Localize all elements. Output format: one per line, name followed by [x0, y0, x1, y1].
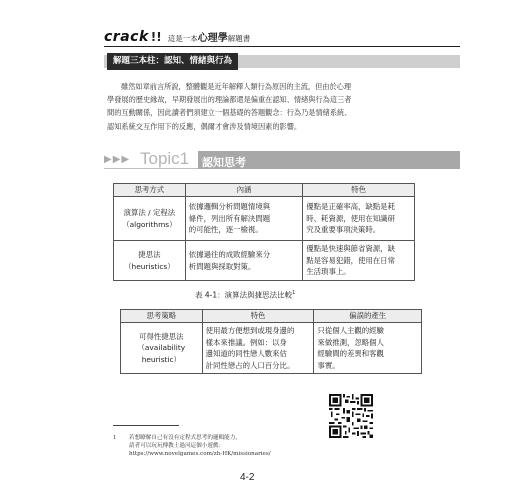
table-header-cell: 偏誤的產生 [314, 310, 422, 323]
table-header-row [121, 310, 422, 323]
intro-paragraph [107, 80, 457, 133]
table-header-cell: 特色 [202, 310, 314, 323]
feature-cell: 優點是快速與節省資源，缺 點是容易犯錯，使用在日常 生活瑣事上。 [303, 241, 415, 281]
table-header-cell: 特色 [303, 184, 415, 197]
triple-arrow-icon: ▶▶▶ [104, 154, 131, 165]
intro-line: 學發展的歷史緣故，早期發展出的理論都還是偏重在認知、情緒與行為這三者 [107, 95, 352, 105]
table-header-row [114, 184, 415, 197]
footnote-line: 請者可以玩玩傳教士過河這個小遊戲： [129, 443, 225, 449]
bias-cell: 只從個人主觀的經驗 來做推測，忽略個人 經驗間的差異和客觀 事實。 [314, 323, 422, 374]
book-tagline: 這是一本心理學解題書 [167, 33, 251, 44]
method-cell: 演算法 / 定程法 （algorithms） [114, 197, 186, 241]
table-row [121, 323, 422, 374]
table-row [114, 197, 415, 241]
comparison-table [113, 183, 415, 281]
logo-exclamation: !! [150, 30, 162, 44]
book-header [104, 28, 250, 44]
table-header-cell: 思考方式 [114, 184, 186, 197]
footnote-link[interactable]: https://www.novelgames.com/zh-HK/missionaries/ [129, 451, 271, 457]
section-heading: 解題三本柱：認知、情緒與行為 [107, 53, 238, 70]
content-cell: 依據邏輯分析問題情境與 條件，列出所有解決問題 的可能性，逐一檢視。 [185, 197, 302, 241]
intro-line: 認知系統交互作用下的反應，偶爾才會涉及情境因素的影響。 [107, 121, 302, 131]
footnote-number: 1 [113, 435, 117, 441]
table-header-cell: 內涵 [185, 184, 302, 197]
header-rule [104, 46, 460, 47]
table-row [114, 241, 415, 281]
topic-title-box [198, 151, 460, 169]
topic-label: Topic1 [140, 149, 190, 168]
strategy-table [120, 309, 422, 374]
footnote [113, 434, 271, 458]
footnote-line: 若想瞭解自己有沒有定程式思考的邏輯能力， [129, 435, 241, 441]
feature-cell: 優點是正確率高，缺點是耗 時、耗資源，使用在知識研 究及重要事項決策時。 [303, 197, 415, 241]
topic-title: 認知思考 [202, 156, 246, 169]
table-caption: 表 4-1：演算法與捷思法比較$^1$ [195, 290, 296, 300]
page-number: 4-2 [240, 472, 255, 483]
footnote-rule [113, 425, 179, 426]
qr-code-icon[interactable] [329, 394, 373, 438]
feature-cell: 使用最方便想到或現身邊的 樣本來推議。例如：以身 邊知道的同性戀人數來估 計同性戀占的人口百分比。 [202, 323, 314, 374]
strategy-cell: 可得性捷思法 （availability heuristic） [121, 323, 203, 374]
book-logo: crack [104, 29, 149, 45]
table-header-cell: 思考策略 [121, 310, 203, 323]
intro-line: 間的互動關係，因此讀者們須建立一個基礎的答題觀念：行為乃是情緒系統、 [107, 108, 352, 118]
method-cell: 捷思法 （heuristics） [114, 241, 186, 281]
intro-line: 雖然如章前言所說，整體觀是近年解釋人類行為原因的主流，但由於心理 [121, 82, 352, 91]
content-cell: 依據過往的成敗經驗來分 析問題與採取對策。 [185, 241, 302, 281]
topic-bar [104, 151, 460, 169]
footnote-ref: 1 [292, 290, 296, 296]
